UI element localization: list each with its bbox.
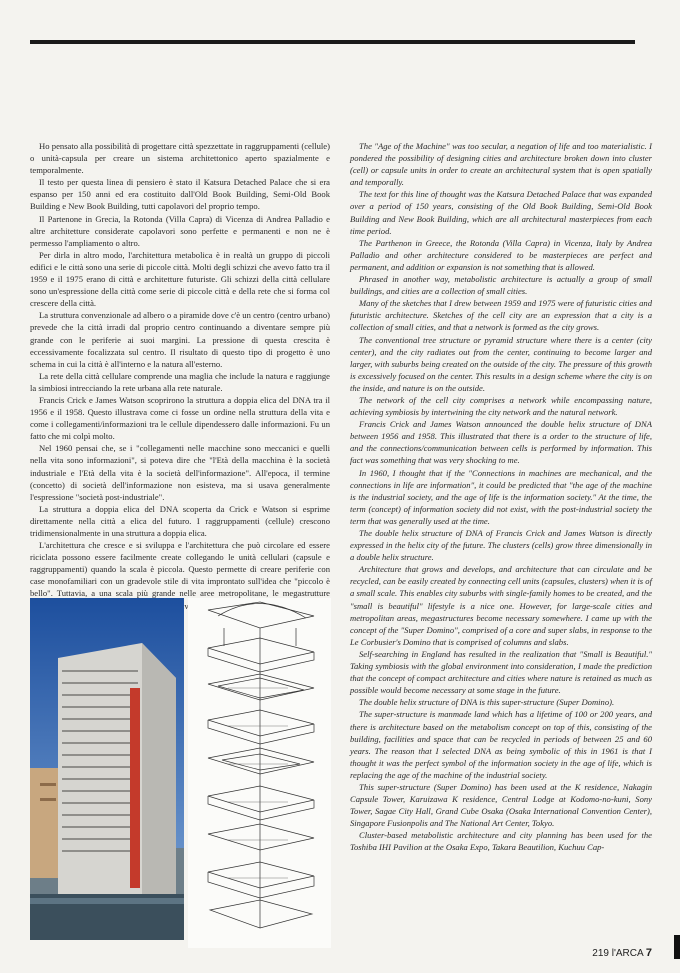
page-edge-tab: [674, 935, 680, 959]
italian-paragraph: La struttura convenzionale ad albero o a piramide dove c'è un centro (centro urbano) prevede che la città irradi dal proprio centro continuando a diventare sempre più grande con le periferie ai suoi margini. La pressione di questa crescita è eccessivamente focalizzata sul centro. Il risultato di questo tipo di progetto è uno schema in cui la città è all'interno e la natura all'esterno.: [30, 310, 330, 369]
page-number: 7: [645, 947, 652, 959]
english-paragraph: Self-searching in England has resulted in the realization that "Small is Beautiful." Taking symbiosis with the global environment into consideration, I made the prediction that the concept of compact architecture and cities where nature is retained as much as possible would become necessary at some stage in the future.: [350, 648, 652, 696]
english-paragraph: In 1960, I thought that if the "Connections in machines are mechanical, and the connections in life are information", it could be predicted that "the age of the machine is the industrial society, and the age of life is the information society." At the time, the term (concept) of information society did not exist, with the post-industrial society the term that was generally used at the time.: [350, 467, 652, 526]
english-paragraph: Phrased in another way, metabolistic architecture is actually a group of small buildings, and cities are a collection of small cities.: [350, 274, 652, 297]
english-paragraph: Architecture that grows and develops, and architecture that can circulate and be recycled, can be easily created by connecting cell units (capsules, clusters) when it is of a small scale. This enables city suburbs with single-family homes to be created, and the "small is beautiful" lifestyle is a nice one. However, for large-scale cities and metropolitan areas, megastructures become necessary somewhere. I came up with the concept of the "Super Domino", comprised of a core and super slabs, in response to the Le Corbusier's Domino that is comprised of columns and slabs.: [350, 564, 652, 647]
english-paragraph: The super-structure is manmade land which has a lifetime of 100 or 200 years, and there is architecture based on the metabolism concept on top of this, consisting of the building, facilities and space that can be recycled in periods of between 25 and 60 years. The reason that I selected DNA as being symbolic of this in 1961 is that I thought it was the perfect symbol of the information society in the age of life, which is replacing the age of the machine of the industrial society.: [350, 709, 652, 780]
english-paragraph: The conventional tree structure or pyramid structure where there is a center (city center), and the city radiates out from the center, continuing to become larger and larger, with suburbs being created on the outside of the city. The pressure of this growth is excessively focused on the center. This results in a design scheme where the city is on the inside, and nature is on the outside.: [350, 334, 652, 393]
english-paragraph: The double helix structure of DNA of Francis Crick and James Watson is directly expressed in the helix city of the future. The clusters (cells) grow three dimensionally in a double helix structure.: [350, 528, 652, 563]
english-paragraph: Francis Crick and James Watson announced the double helix structure of DNA between 1956 and 1958. This illustrated that there is a order to the structure of life, and the connections/communication between cells is performed by information. This fact was something that was very shocking to me.: [350, 419, 652, 466]
english-paragraph: Many of the sketches that I drew between 1959 and 1975 were of futuristic cities and futuristic architecture. Sketches of the cell city are an expression that a city is a collection of small cities, and that a network is formed as the city grows.: [350, 298, 652, 333]
top-rule: [30, 40, 635, 44]
english-paragraph: The "Age of the Machine" was too secular, a negation of life and too materialistic. I pondered the possibility of designing cities and architecture broken down into cluster (cell) or capsule units in order to create an architectural system that is open spatially and temporally.: [350, 141, 652, 188]
italian-paragraph: La rete della città cellulare comprende una maglia che include la natura e raggiunge la simbiosi intrecciando la rete urbana alla rete naturale.: [30, 370, 330, 393]
italian-paragraph: Ho pensato alla possibilità di progettare città spezzettate in raggruppamenti (cellule) o unità-capsula per creare un sistema architettonico aperto spazialmente e temporalmente.: [30, 141, 330, 176]
italian-paragraph: Nel 1960 pensai che, se i "collegamenti nelle macchine sono meccanici e quelli nella vita sono informazioni", si poteva dire che "l'Età della macchina è la società industriale e l'Età della vita è la società dell'informazione". All'epoca, il termine (concetto) di società dell'informazione non esisteva, ma si usava generalmente l'espressione "società post-industriale".: [30, 443, 330, 502]
english-paragraph: The network of the cell city comprises a network while encompassing nature, achieving symbiosis by intertwining the city network and the natural network.: [350, 394, 652, 418]
english-paragraph: The double helix structure of DNA is this super-structure (Super Domino).: [359, 697, 615, 708]
italian-paragraph: Il Partenone in Grecia, la Rotonda (Villa Capra) di Vicenza di Andrea Palladio e altre architetture considerate capolavori sono perfette e permanenti e non ne è permesso l'ampliamento o altro.: [30, 213, 330, 248]
italian-paragraph: Per dirla in altro modo, l'architettura metabolica è in realtà un gruppo di piccoli edifici e le città sono una serie di piccole città. Molti degli schizzi che avevo fatto tra il 1959 e il 1975 erano di città e architetture futuriste. Gli schizzi della città cellulare sono un'espressione della città come serie di piccole città e della rete che si forma col crescere della città.: [30, 249, 330, 309]
italian-paragraph: Il testo per questa linea di pensiero è stato il Katsura Detached Palace che si era espanso per 150 anni ed era costituito dall'Old Book Building, Semi-Old Book Building e New Book Building, tutti capolavori del proprio tempo.: [30, 177, 330, 212]
italian-paragraph: La struttura a doppia elica del DNA scoperta da Crick e Watson si esprime direttamente nella città a elica del futuro. I raggruppamenti (cellule) crescono tridimensionalmente in una struttura a doppia elica.: [30, 503, 330, 538]
page-footer: [592, 947, 652, 959]
issue-label: 219 l'ARCA: [592, 948, 644, 959]
english-paragraph: The Parthenon in Greece, the Rotonda (Villa Capra) in Vicenza, Italy by Andrea Palladio and other architecture considered to be masterpieces are perfect and permanent, and addition or expansion is not something that is allowed.: [350, 237, 652, 272]
building-photo: [30, 598, 184, 940]
english-paragraph: The text for this line of thought was the Katsura Detached Palace that was expanded over a period of 150 years, consisting of the Old Book Building, Semi-Old Book Building and New Book Building, which are all architectural masterpieces from each time period.: [350, 189, 652, 236]
italian-column: [30, 140, 330, 612]
italian-paragraph: L'architettura che cresce e si sviluppa e l'architettura che può circolare ed essere riciclata possono essere facilmente create collegando le unità cellulari (capsule e raggruppamenti) quando la scala è piccola. Questo permette di creare periferie con case monofamiliari con un gradevole stile di vita improntato sull'idea che "piccolo è bello". Tuttavia, a una scala più grande nelle aree metropolitane, le megastrutture: [30, 540, 330, 599]
english-paragraph: This super-structure (Super Domino) has been used at the K residence, Nakagin Capsule Tower, Karuizawa K residence, Central Lodge at Kodomo-no-kuni, Sony Tower, Sagae City Hall, Grand Cube Osaka (Osaka International Convention Center), Singapore Fusionpolis and The National Art Center, Tokyo.: [350, 781, 652, 829]
axonometric-drawing: [188, 598, 331, 948]
english-paragraph: Cluster-based metabolistic architecture and city planning has been used for the Toshiba IHI Pavilion at the Osaka Expo, Takara Beautilion, Kuchuu Cap-: [350, 830, 652, 853]
italian-paragraph: Francis Crick e James Watson scoprirono la struttura a doppia elica del DNA tra il 1956 e il 1958. Questo illustrava come ci fosse un ordine nella struttura della vita e come i collegamenti/informazioni tra le cellule dipendessero dalle informazioni. Fu un fatto che mi colpì molto.: [30, 394, 330, 442]
english-column: [350, 140, 652, 854]
